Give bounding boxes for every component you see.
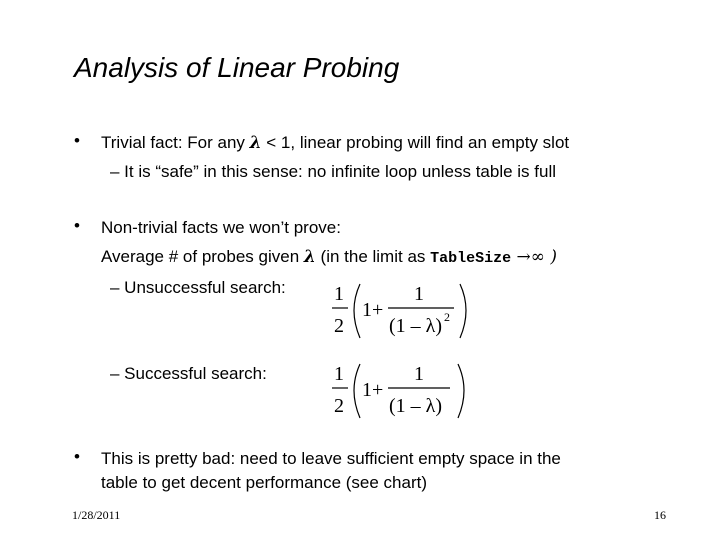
bullet-nontrivial-facts: Non-trivial facts we won’t prove: <box>101 218 341 237</box>
lambda-symbol: λ <box>249 133 262 153</box>
bullet-pretty-bad-cont: table to get decent performance (see chart) <box>101 473 428 492</box>
unsuccessful-search-label: – Unsuccessful search: <box>110 278 286 297</box>
tablesize-code: TableSize <box>430 250 512 267</box>
inner-denominator: (1 – λ) <box>389 315 443 337</box>
lambda-symbol: λ <box>303 247 316 267</box>
average-probes-line <box>101 245 557 270</box>
one-plus: 1+ <box>362 379 384 401</box>
page-number: 16 <box>654 508 666 522</box>
left-paren <box>354 364 360 418</box>
bullet-text: < 1, linear probing will find an empty slot <box>261 133 570 152</box>
footer-date: 1/28/2011 <box>72 508 121 522</box>
unsuccessful-search-formula <box>326 280 486 344</box>
successful-search-label: – Successful search: <box>110 364 267 383</box>
outer-denominator: 2 <box>334 315 344 337</box>
bullet-marker: • <box>74 447 80 466</box>
bullet-marker: • <box>74 131 80 150</box>
one-plus: 1+ <box>362 299 384 321</box>
limit-arrow: →∞ ) <box>511 247 557 267</box>
slide-title: Analysis of Linear Probing <box>74 52 400 83</box>
inner-numerator: 1 <box>414 363 424 385</box>
outer-numerator: 1 <box>334 363 344 385</box>
successful-search-formula <box>326 360 486 424</box>
outer-denominator: 2 <box>334 395 344 417</box>
bullet-text: Trivial fact: For any <box>101 133 250 152</box>
bullet-marker: • <box>74 216 80 235</box>
inner-denominator: (1 – λ) <box>389 395 443 417</box>
left-paren <box>354 284 360 338</box>
exponent: 2 <box>444 310 450 324</box>
bullet-text: Average # of probes given <box>101 247 304 266</box>
bullet-trivial-fact <box>101 131 569 155</box>
right-paren <box>458 364 464 418</box>
right-paren <box>460 284 466 338</box>
outer-numerator: 1 <box>334 283 344 305</box>
bullet-pretty-bad: This is pretty bad: need to leave sufficient empty space in the <box>101 449 561 468</box>
sub-bullet-safe: – It is “safe” in this sense: no infinite loop unless table is full <box>110 162 557 181</box>
bullet-text: (in the limit as <box>315 247 431 266</box>
inner-numerator: 1 <box>414 283 424 305</box>
